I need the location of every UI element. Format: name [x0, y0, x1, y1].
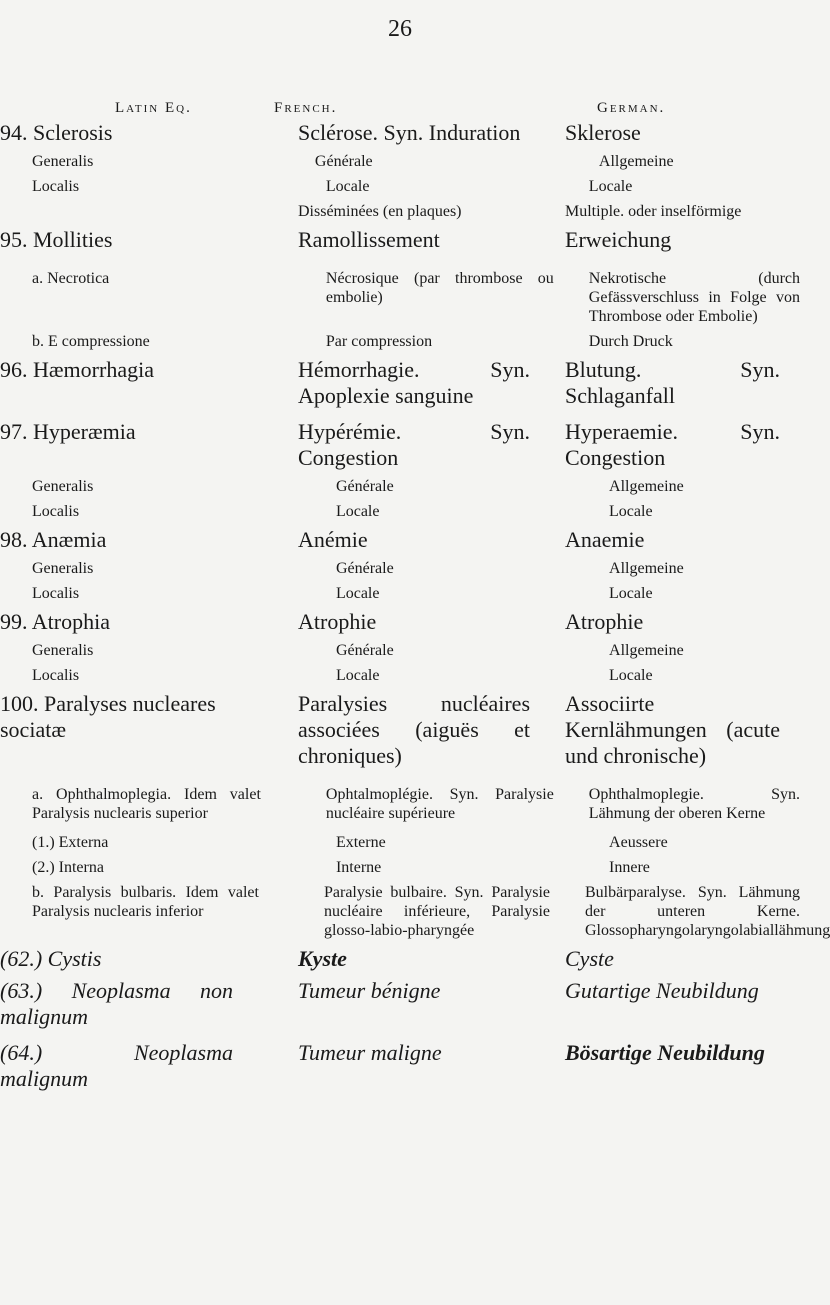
german-term: Locale	[609, 503, 653, 520]
glossary-row	[0, 120, 800, 146]
latin-term: Localis	[32, 585, 80, 602]
glossary-row	[0, 609, 800, 635]
french-term: Anémie	[298, 527, 368, 552]
french-term: Locale	[335, 503, 380, 520]
german-term: Ophthalmoplegie. Syn. Lähmung der oberen Kerne	[588, 786, 800, 822]
french-term: Générale	[335, 478, 394, 495]
glossary-row	[0, 357, 800, 409]
french-term: Paralysies nucléaires associées (aiguës et chroniques)	[298, 691, 530, 768]
header-latin: Latin Eq.	[115, 100, 192, 116]
glossary-row	[0, 202, 800, 221]
glossary-row	[0, 477, 800, 496]
french-term: Interne	[335, 859, 382, 876]
latin-term: 100. Paralyses nucleares sociatæ	[0, 691, 216, 742]
page-number: 26	[388, 16, 412, 42]
german-term: Aeussere	[609, 834, 668, 851]
header-german: German.	[597, 100, 666, 116]
french-term: Générale	[335, 642, 394, 659]
header-french: French.	[274, 100, 338, 116]
german-term: Erweichung	[565, 227, 672, 252]
german-term: Sklerose	[565, 120, 641, 145]
german-term: Bulbärparalyse. Syn. Lähmung der unteren Kerne. Glossopharyngolaryngolabiallähmung	[585, 884, 830, 939]
latin-term: Localis	[32, 178, 80, 195]
german-term: Hyperaemie. Syn. Congestion	[565, 419, 780, 470]
glossary-row	[0, 502, 800, 521]
french-term: Générale	[335, 560, 394, 577]
glossary-row	[0, 946, 800, 972]
column-headers	[0, 100, 800, 122]
latin-term: Localis	[32, 667, 80, 684]
glossary-row	[0, 269, 800, 326]
latin-term: Generalis	[32, 478, 94, 495]
german-term: Cyste	[565, 946, 614, 971]
german-term: Nekrotische (durch Gefässverschluss in Folge von Thrombose oder Embolie)	[588, 270, 800, 325]
glossary-row	[0, 527, 800, 553]
german-term: Multiple. oder inselförmige	[565, 203, 742, 220]
german-term: Innere	[609, 859, 650, 876]
german-term: Allgemeine	[609, 478, 684, 495]
latin-term: 95. Mollities	[0, 227, 113, 252]
french-term: Kyste	[298, 946, 347, 971]
latin-term: a. Necrotica	[32, 270, 110, 287]
glossary-row	[0, 1040, 800, 1092]
french-term: Paralysie bulbaire. Syn. Paralysie nucléaire inférieure, Paralysie glosso-labio-pharyngée	[323, 884, 550, 939]
german-term: Associirte Kernlähmungen (acute und chronische)	[565, 691, 780, 768]
latin-term: (2.) Interna	[32, 859, 104, 876]
glossary-row	[0, 227, 800, 253]
latin-term: Generalis	[32, 642, 94, 659]
german-term: Bösartige Neubildung	[565, 1040, 765, 1065]
german-term: Allgemeine	[609, 642, 684, 659]
french-term: Locale	[335, 585, 380, 602]
latin-term: a. Ophthalmoplegia. Idem valet Paralysis nuclearis superior	[32, 786, 261, 822]
latin-term: Localis	[32, 503, 80, 520]
french-term: Hémorrhagie. Syn. Apoplexie sanguine	[298, 357, 530, 408]
glossary-row	[0, 833, 800, 852]
german-term: Durch Druck	[588, 333, 673, 350]
german-term: Locale	[588, 178, 633, 195]
french-term: Sclérose. Syn. Induration	[298, 120, 521, 145]
german-term: Allgemeine	[598, 153, 674, 170]
latin-term: 94. Sclerosis	[0, 120, 113, 145]
french-term: Externe	[335, 834, 386, 851]
glossary-row	[0, 332, 800, 351]
latin-term: b. E compressione	[32, 333, 150, 350]
german-term: Locale	[609, 585, 653, 602]
french-term: Atrophie	[298, 609, 377, 634]
glossary-row	[0, 858, 800, 877]
glossary-row	[0, 978, 800, 1030]
german-term: Locale	[609, 667, 653, 684]
latin-term: 96. Hæmorrhagia	[0, 357, 154, 382]
french-term: Disséminées (en plaques)	[298, 203, 462, 220]
latin-term: (1.) Externa	[32, 834, 109, 851]
latin-term: (62.) Cystis	[0, 946, 102, 971]
glossary-row	[0, 666, 800, 685]
glossary-row	[0, 152, 800, 171]
french-term: Tumeur maligne	[298, 1040, 442, 1065]
latin-term: Generalis	[32, 153, 94, 170]
glossary-row	[0, 641, 800, 660]
latin-term: 97. Hyperæmia	[0, 419, 136, 444]
french-term: Ramollissement	[298, 227, 440, 252]
german-term: Anaemie	[565, 527, 645, 552]
french-term: Par compression	[325, 333, 433, 350]
glossary-row	[0, 559, 800, 578]
french-term: Locale	[325, 178, 370, 195]
glossary-row	[0, 785, 800, 823]
german-term: Gutartige Neubildung	[565, 978, 759, 1003]
latin-term: b. Paralysis bulbaris. Idem valet Paralysis nuclearis inferior	[32, 884, 259, 920]
glossary-row	[0, 177, 800, 196]
french-term: Locale	[335, 667, 380, 684]
german-term: Allgemeine	[609, 560, 684, 577]
latin-term: Generalis	[32, 560, 94, 577]
german-term: Atrophie	[565, 609, 644, 634]
latin-term: (64.) Neoplasma malignum	[0, 1040, 233, 1091]
glossary-row	[0, 419, 800, 471]
latin-term: 99. Atrophia	[0, 609, 110, 634]
latin-term: 98. Anæmia	[0, 527, 107, 552]
glossary-table	[0, 120, 830, 1092]
glossary-row	[0, 691, 800, 769]
french-term: Générale	[314, 153, 373, 170]
glossary-row	[0, 883, 830, 940]
french-term: Nécrosique (par thrombose ou embolie)	[325, 270, 554, 306]
french-term: Hypérémie. Syn. Congestion	[298, 419, 530, 470]
german-term: Blutung. Syn. Schlaganfall	[565, 357, 780, 408]
french-term: Ophtalmoplégie. Syn. Paralysie nucléaire supérieure	[325, 786, 554, 822]
latin-term: (63.) Neoplasma non malignum	[0, 978, 233, 1029]
glossary-row	[0, 584, 800, 603]
french-term: Tumeur bénigne	[298, 978, 441, 1003]
